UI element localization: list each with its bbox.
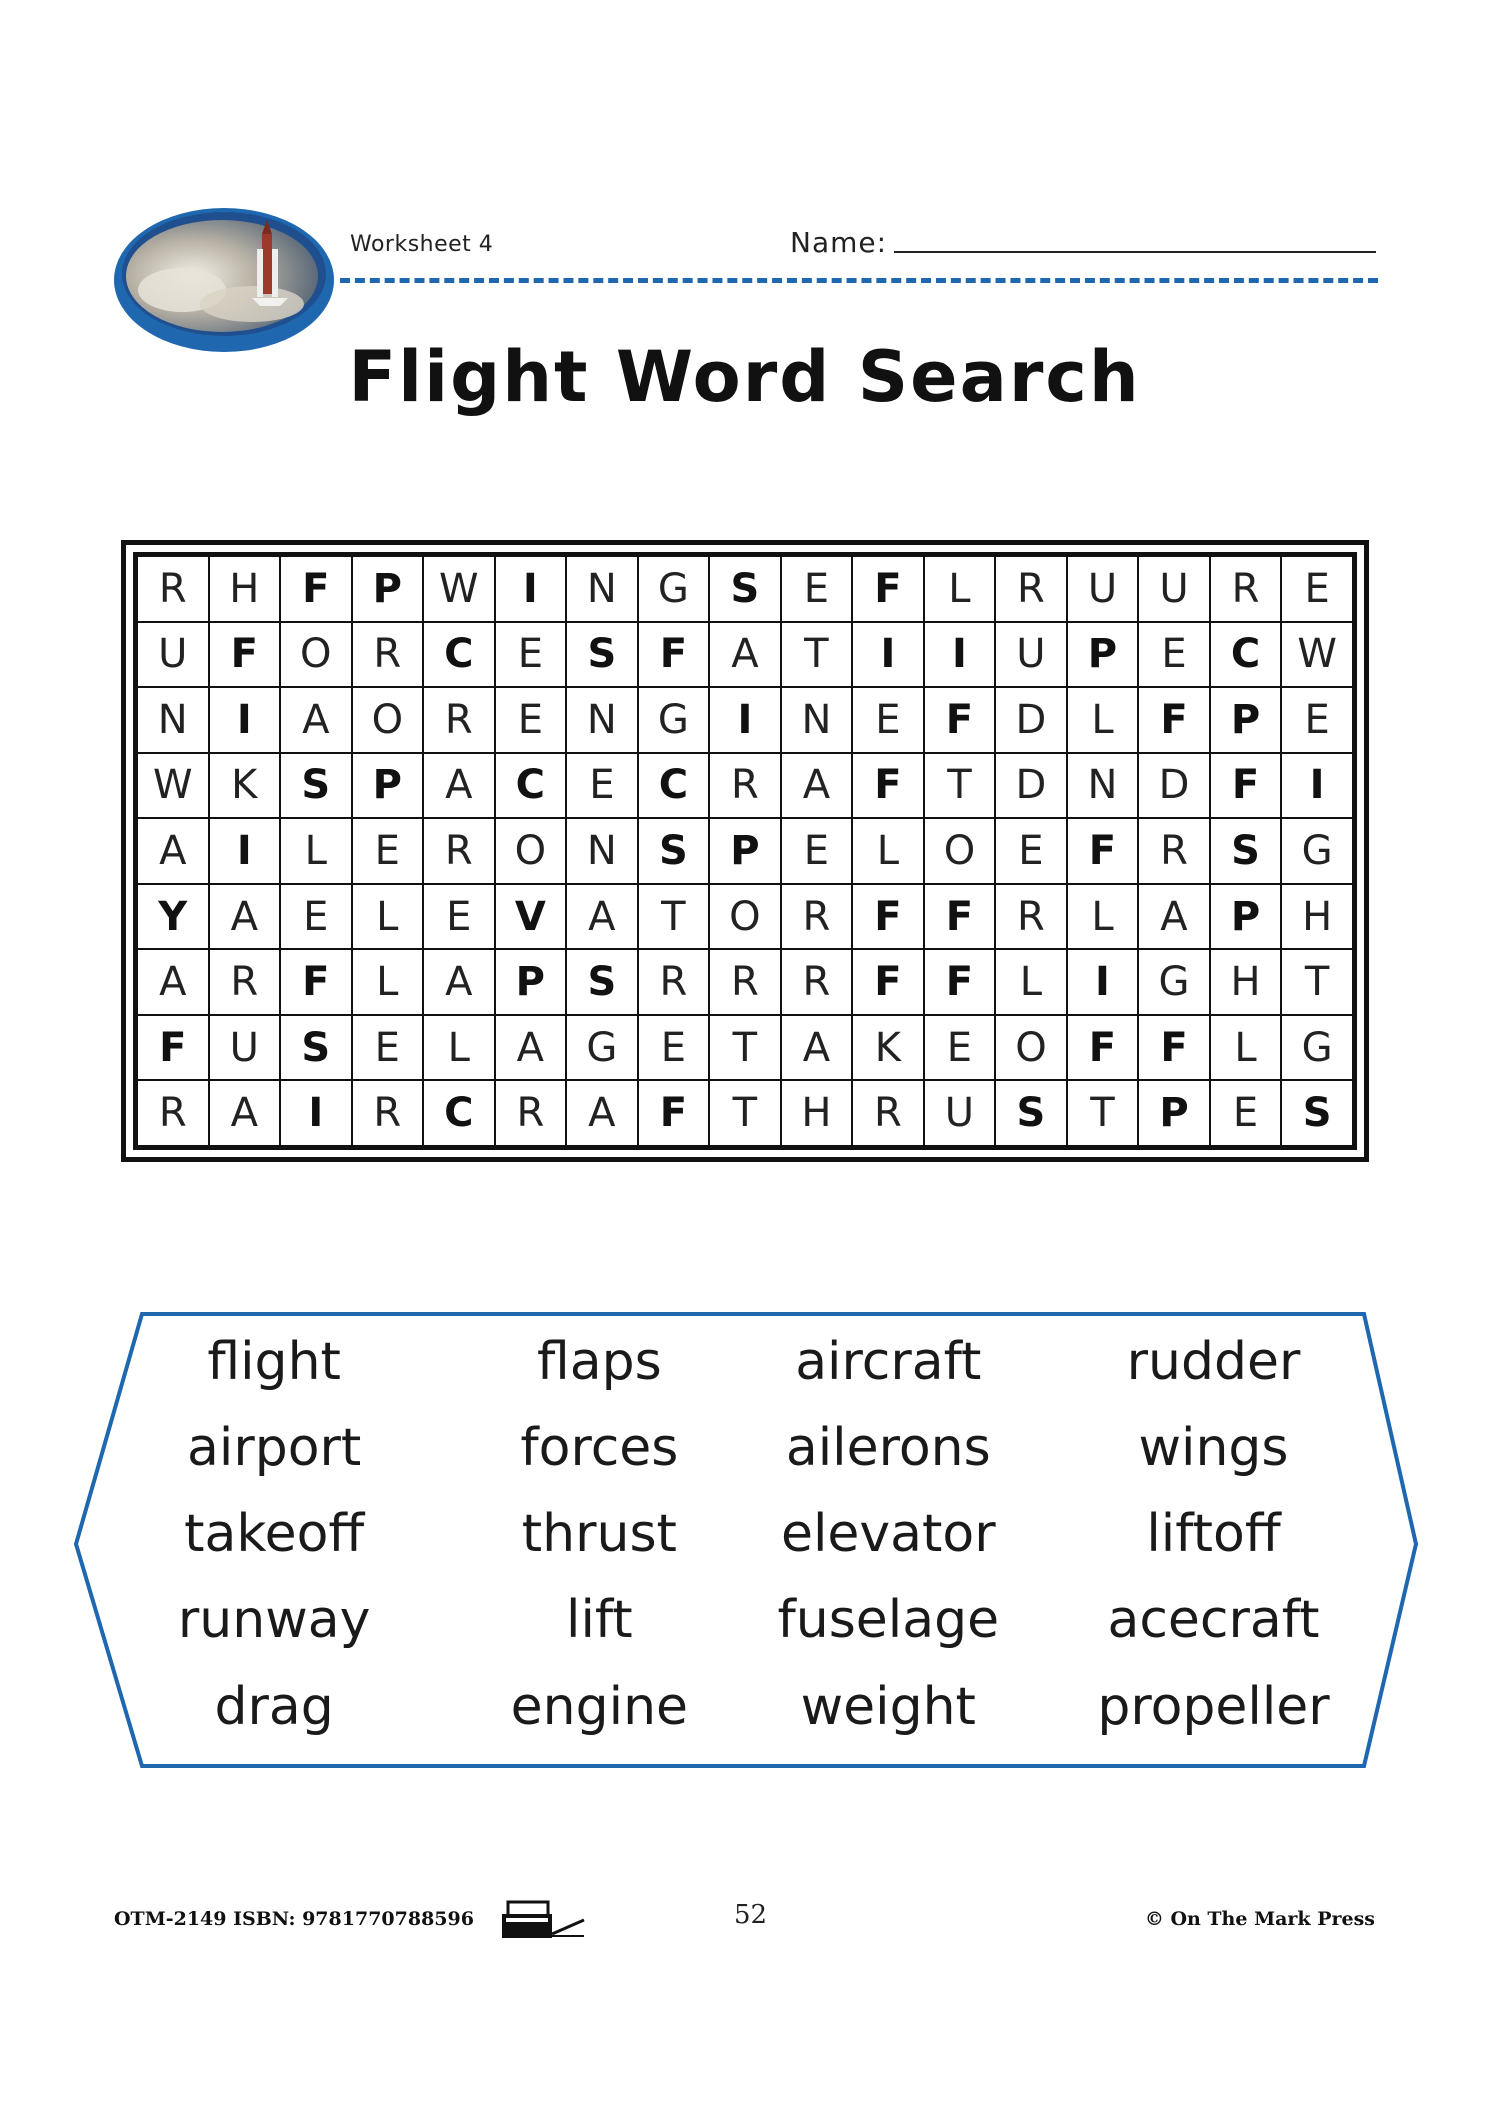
grid-cell: R <box>709 949 781 1015</box>
grid-cell: O <box>280 622 352 688</box>
grid-cell: P <box>1138 1080 1210 1146</box>
grid-cell: L <box>852 818 924 884</box>
grid-cell: R <box>1138 818 1210 884</box>
grid-cell: A <box>709 622 781 688</box>
grid-cell: R <box>352 1080 424 1146</box>
grid-cell: F <box>1067 818 1139 884</box>
space-shuttle-logo-icon <box>112 194 336 356</box>
word-list-item: lift <box>566 1589 633 1650</box>
grid-cell: W <box>423 556 495 622</box>
grid-cell: W <box>137 753 209 819</box>
worksheet-label: Worksheet 4 <box>350 232 494 257</box>
grid-cell: I <box>1067 949 1139 1015</box>
grid-cell: U <box>924 1080 996 1146</box>
grid-cell: F <box>280 556 352 622</box>
grid-cell: A <box>566 884 638 950</box>
word-list-item: liftoff <box>1146 1503 1281 1564</box>
grid-cell: H <box>209 556 281 622</box>
grid-cell: E <box>995 818 1067 884</box>
grid-cell: F <box>1067 1015 1139 1081</box>
word-list-item: acecraft <box>1107 1589 1320 1650</box>
grid-cell: G <box>1281 1015 1353 1081</box>
word-search-grid-frame <box>121 540 1369 1162</box>
grid-cell: P <box>709 818 781 884</box>
grid-cell: D <box>995 753 1067 819</box>
grid-cell: E <box>781 556 853 622</box>
grid-cell: R <box>137 556 209 622</box>
grid-cell: U <box>1138 556 1210 622</box>
grid-cell: K <box>852 1015 924 1081</box>
letter-grid-table <box>136 555 1354 1147</box>
footer-isbn: OTM-2149 ISBN: 9781770788596 <box>114 1908 474 1930</box>
word-list-item: thrust <box>521 1503 677 1564</box>
grid-cell: R <box>709 753 781 819</box>
grid-cell: D <box>995 687 1067 753</box>
grid-cell: I <box>852 622 924 688</box>
grid-row <box>137 1080 1353 1146</box>
grid-cell: L <box>352 949 424 1015</box>
grid-row <box>137 818 1353 884</box>
grid-cell: O <box>709 884 781 950</box>
grid-cell: U <box>137 622 209 688</box>
grid-cell: E <box>1281 556 1353 622</box>
word-list-item: weight <box>800 1676 976 1737</box>
grid-cell: R <box>995 556 1067 622</box>
grid-cell: I <box>209 687 281 753</box>
grid-cell: T <box>709 1015 781 1081</box>
grid-cell: G <box>638 687 710 753</box>
grid-cell: P <box>352 556 424 622</box>
header-dashed-divider <box>340 278 1378 283</box>
grid-cell: I <box>924 622 996 688</box>
grid-cell: G <box>566 1015 638 1081</box>
grid-cell: E <box>781 818 853 884</box>
grid-cell: F <box>852 556 924 622</box>
name-write-line <box>894 251 1376 253</box>
word-list-item: engine <box>510 1676 689 1737</box>
grid-cell: O <box>924 818 996 884</box>
grid-cell: E <box>852 687 924 753</box>
word-list-item: ailerons <box>785 1417 991 1478</box>
grid-row <box>137 753 1353 819</box>
grid-cell: C <box>423 622 495 688</box>
grid-cell: F <box>852 949 924 1015</box>
grid-cell: F <box>280 949 352 1015</box>
grid-cell: F <box>1210 753 1282 819</box>
grid-cell: K <box>209 753 281 819</box>
grid-cell: R <box>209 949 281 1015</box>
grid-row <box>137 1015 1353 1081</box>
grid-cell: R <box>137 1080 209 1146</box>
grid-cell: E <box>1281 687 1353 753</box>
grid-cell: O <box>352 687 424 753</box>
grid-cell: L <box>1210 1015 1282 1081</box>
name-label: Name: <box>790 226 888 259</box>
grid-cell: P <box>1067 622 1139 688</box>
word-list-item: airport <box>187 1417 362 1478</box>
grid-cell: R <box>638 949 710 1015</box>
word-list-item: elevator <box>780 1503 996 1564</box>
grid-cell: A <box>495 1015 567 1081</box>
grid-cell: N <box>137 687 209 753</box>
grid-cell: H <box>781 1080 853 1146</box>
grid-cell: E <box>423 884 495 950</box>
grid-cell: A <box>423 753 495 819</box>
word-list-item: flight <box>207 1331 341 1392</box>
grid-cell: A <box>566 1080 638 1146</box>
grid-cell: E <box>1210 1080 1282 1146</box>
grid-cell: T <box>1281 949 1353 1015</box>
grid-cell: W <box>1281 622 1353 688</box>
grid-cell: E <box>638 1015 710 1081</box>
grid-cell: F <box>638 1080 710 1146</box>
word-list-item: rudder <box>1126 1331 1301 1392</box>
grid-cell: F <box>1138 1015 1210 1081</box>
grid-cell: A <box>280 687 352 753</box>
grid-cell: F <box>924 687 996 753</box>
grid-cell: R <box>423 687 495 753</box>
grid-cell: O <box>495 818 567 884</box>
grid-cell: C <box>423 1080 495 1146</box>
word-search-grid <box>133 552 1357 1150</box>
grid-cell: L <box>995 949 1067 1015</box>
grid-cell: A <box>137 818 209 884</box>
grid-cell: F <box>924 884 996 950</box>
grid-cell: A <box>423 949 495 1015</box>
grid-cell: N <box>1067 753 1139 819</box>
grid-cell: C <box>495 753 567 819</box>
grid-cell: A <box>209 1080 281 1146</box>
grid-cell: S <box>709 556 781 622</box>
grid-cell: T <box>709 1080 781 1146</box>
grid-cell: F <box>209 622 281 688</box>
grid-cell: E <box>1138 622 1210 688</box>
grid-cell: I <box>495 556 567 622</box>
word-list-item: forces <box>520 1417 679 1478</box>
grid-cell: U <box>209 1015 281 1081</box>
grid-cell: N <box>781 687 853 753</box>
grid-cell: E <box>566 753 638 819</box>
grid-cell: G <box>1281 818 1353 884</box>
grid-cell: P <box>1210 687 1282 753</box>
grid-cell: C <box>1210 622 1282 688</box>
word-list-item: aircraft <box>795 1331 982 1392</box>
reproducible-page-icon <box>500 1900 586 1942</box>
grid-cell: I <box>1281 753 1353 819</box>
grid-cell: N <box>566 687 638 753</box>
grid-cell: R <box>995 884 1067 950</box>
grid-cell: H <box>1281 884 1353 950</box>
word-list-item: wings <box>1138 1417 1289 1478</box>
grid-cell: E <box>924 1015 996 1081</box>
grid-cell: S <box>566 949 638 1015</box>
grid-cell: R <box>781 884 853 950</box>
grid-cell: L <box>352 884 424 950</box>
page-title: Flight Word Search <box>348 336 1141 418</box>
grid-cell: E <box>495 687 567 753</box>
grid-cell: R <box>1210 556 1282 622</box>
grid-cell: N <box>566 556 638 622</box>
grid-cell: R <box>423 818 495 884</box>
grid-cell: S <box>280 753 352 819</box>
grid-cell: U <box>1067 556 1139 622</box>
grid-row <box>137 884 1353 950</box>
grid-cell: U <box>995 622 1067 688</box>
grid-cell: G <box>1138 949 1210 1015</box>
grid-cell: T <box>1067 1080 1139 1146</box>
grid-cell: I <box>209 818 281 884</box>
word-list-item: runway <box>177 1589 371 1650</box>
word-list-item: takeoff <box>184 1503 365 1564</box>
grid-cell: R <box>852 1080 924 1146</box>
grid-cell: R <box>495 1080 567 1146</box>
grid-cell: Y <box>137 884 209 950</box>
grid-row <box>137 949 1353 1015</box>
grid-cell: I <box>280 1080 352 1146</box>
grid-cell: E <box>495 622 567 688</box>
grid-cell: D <box>1138 753 1210 819</box>
grid-cell: T <box>638 884 710 950</box>
grid-cell: E <box>352 1015 424 1081</box>
grid-cell: T <box>924 753 996 819</box>
grid-cell: L <box>280 818 352 884</box>
grid-cell: S <box>280 1015 352 1081</box>
grid-cell: S <box>566 622 638 688</box>
grid-cell: L <box>1067 687 1139 753</box>
grid-cell: S <box>1210 818 1282 884</box>
grid-cell: L <box>924 556 996 622</box>
grid-cell: S <box>995 1080 1067 1146</box>
grid-cell: F <box>638 622 710 688</box>
grid-cell: P <box>495 949 567 1015</box>
grid-cell: T <box>781 622 853 688</box>
word-list-item: fuselage <box>777 1589 1000 1650</box>
grid-cell: N <box>566 818 638 884</box>
grid-cell: V <box>495 884 567 950</box>
grid-cell: S <box>638 818 710 884</box>
grid-cell: L <box>423 1015 495 1081</box>
grid-cell: P <box>1210 884 1282 950</box>
grid-cell: A <box>1138 884 1210 950</box>
grid-cell: C <box>638 753 710 819</box>
word-list-item: propeller <box>1097 1676 1330 1737</box>
footer-publisher: © On The Mark Press <box>1144 1908 1375 1930</box>
grid-cell: R <box>352 622 424 688</box>
grid-cell: P <box>352 753 424 819</box>
grid-cell: A <box>137 949 209 1015</box>
grid-row <box>137 687 1353 753</box>
page-number: 52 <box>734 1900 768 1930</box>
grid-row <box>137 622 1353 688</box>
grid-cell: E <box>280 884 352 950</box>
grid-cell: F <box>852 753 924 819</box>
word-list-item: flaps <box>537 1331 662 1392</box>
grid-cell: A <box>781 753 853 819</box>
grid-cell: G <box>638 556 710 622</box>
word-list-box <box>72 1310 1420 1772</box>
word-list-item: drag <box>214 1676 334 1737</box>
grid-cell: F <box>924 949 996 1015</box>
grid-cell: R <box>781 949 853 1015</box>
grid-cell: I <box>709 687 781 753</box>
grid-cell: F <box>1138 687 1210 753</box>
grid-cell: L <box>1067 884 1139 950</box>
grid-cell: A <box>209 884 281 950</box>
grid-cell: H <box>1210 949 1282 1015</box>
grid-cell: F <box>137 1015 209 1081</box>
grid-cell: S <box>1281 1080 1353 1146</box>
grid-row <box>137 556 1353 622</box>
grid-cell: A <box>781 1015 853 1081</box>
grid-cell: O <box>995 1015 1067 1081</box>
grid-cell: F <box>852 884 924 950</box>
grid-cell: E <box>352 818 424 884</box>
